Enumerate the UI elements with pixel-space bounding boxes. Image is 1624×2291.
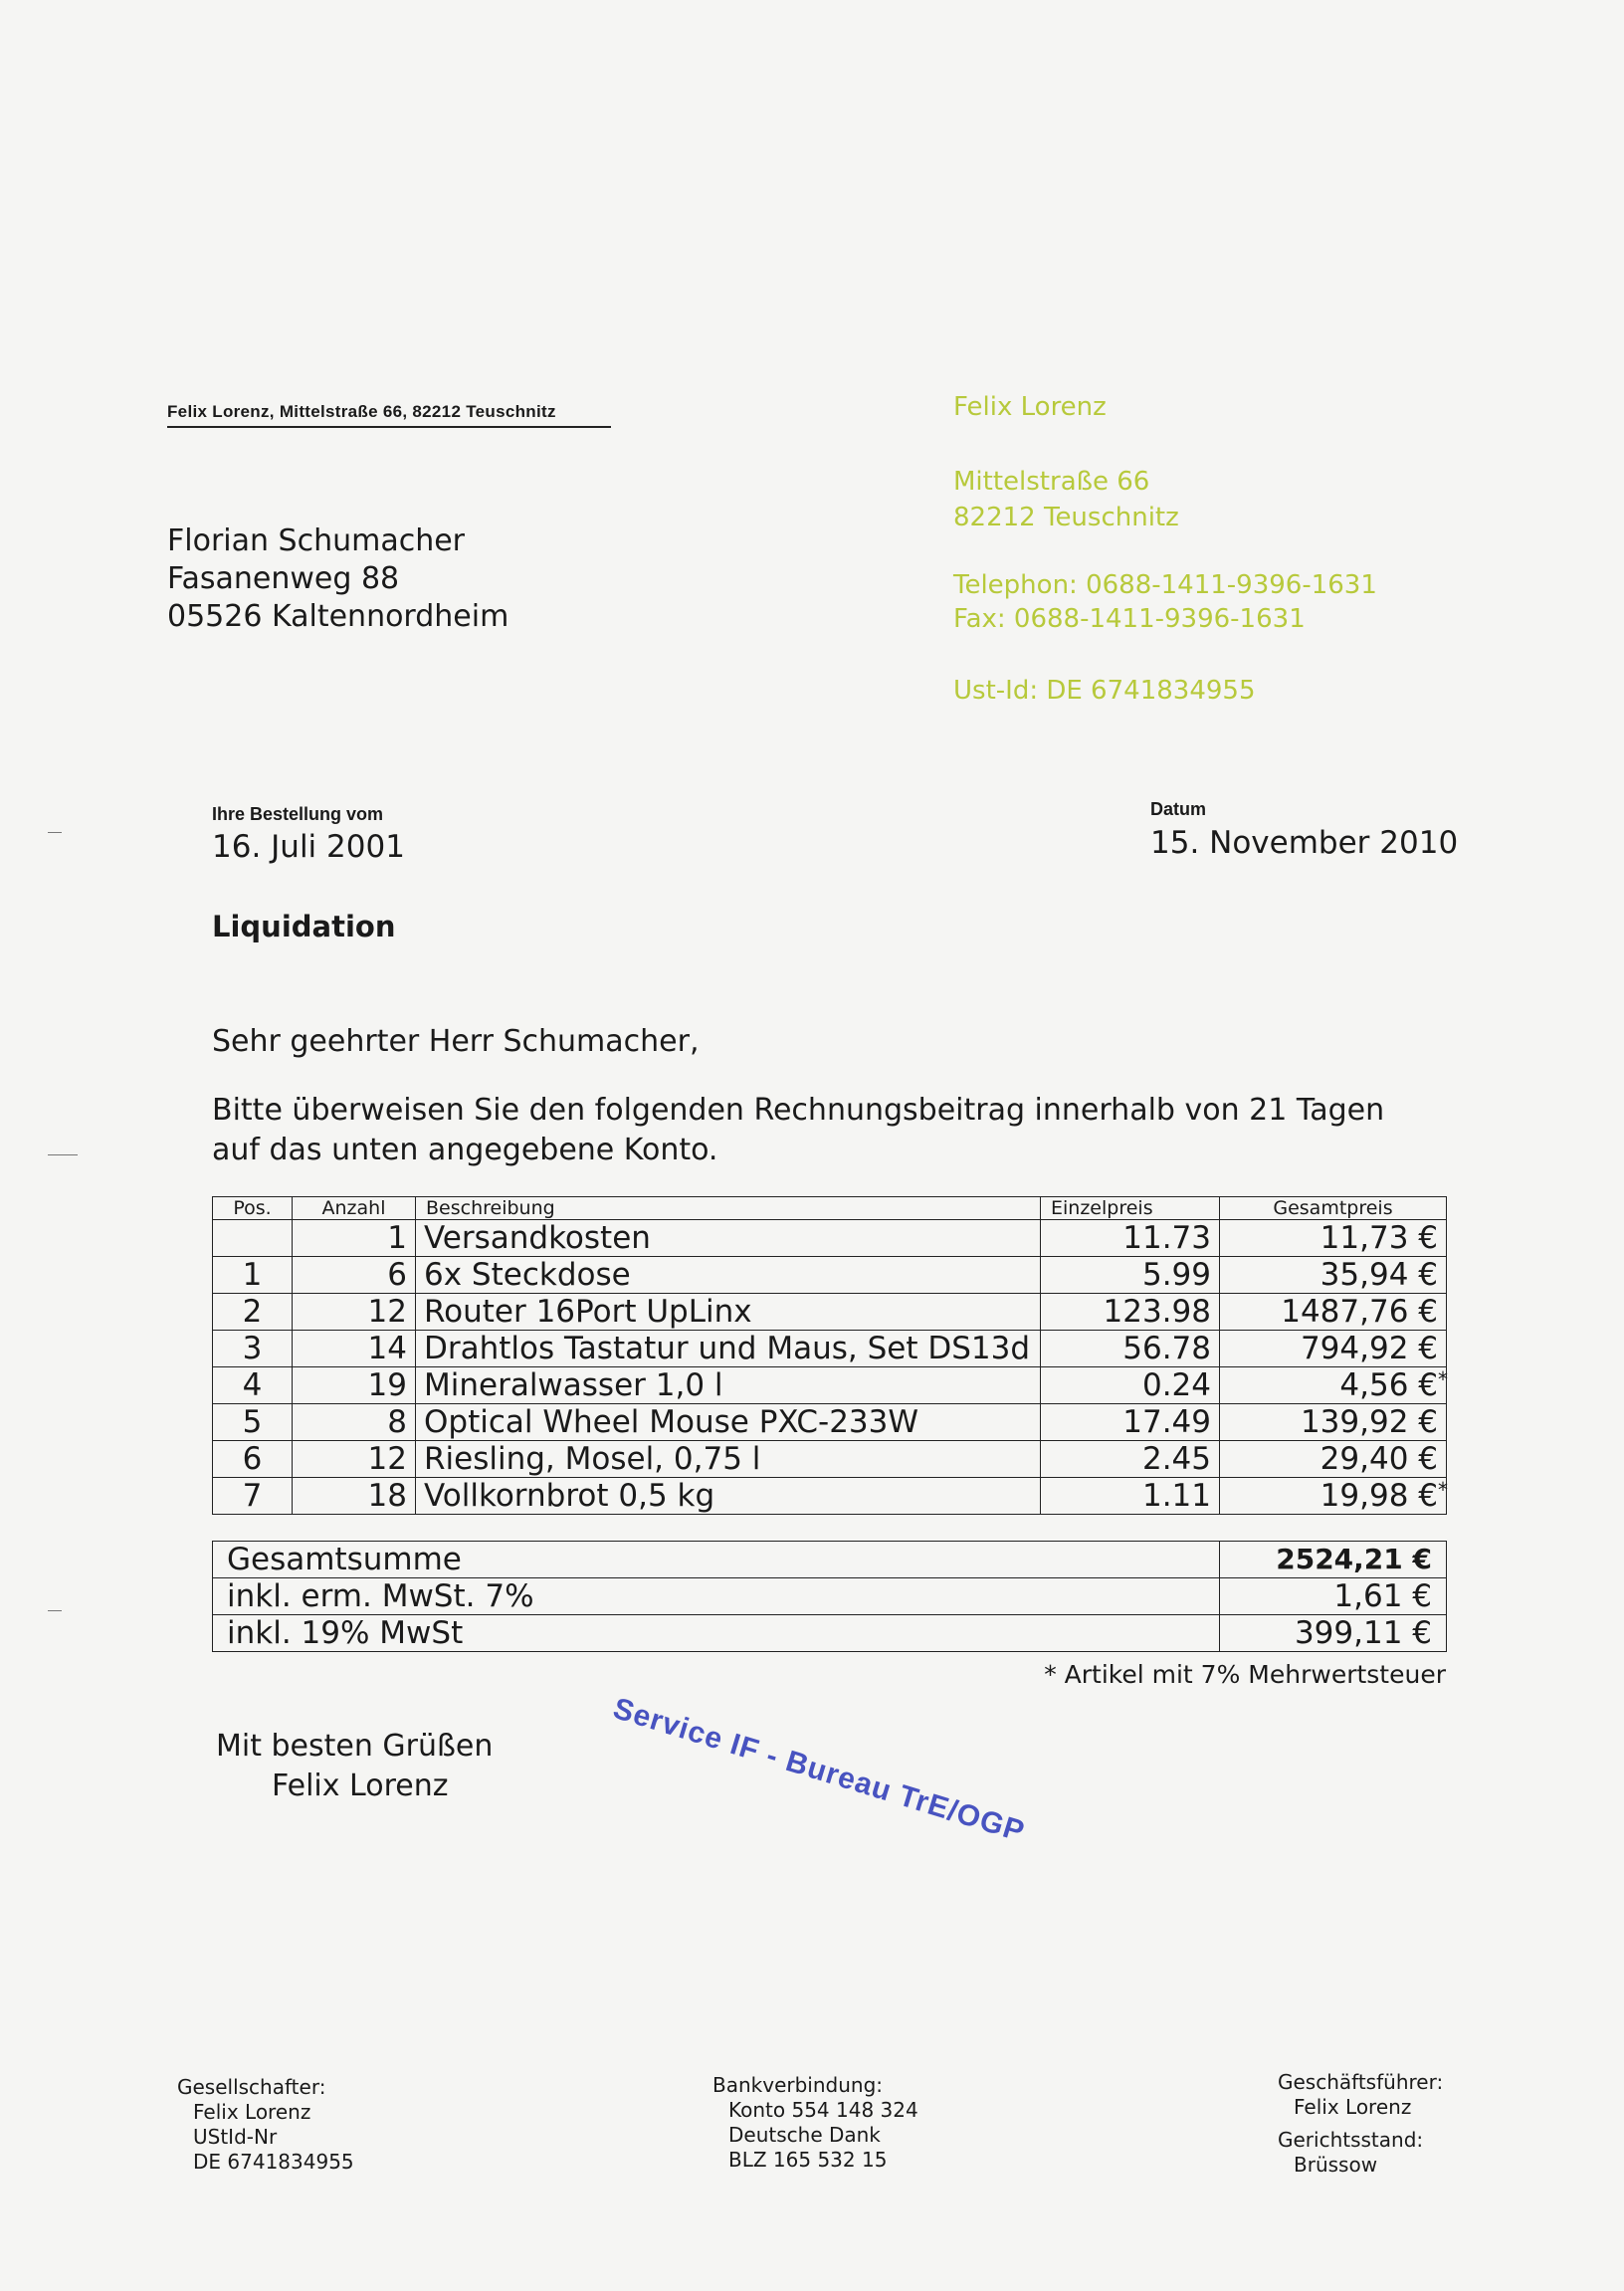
closing-signature-name: Felix Lorenz: [272, 1769, 449, 1803]
item-qty-text: 19: [367, 1367, 407, 1403]
item-pos-text: 7: [242, 1478, 263, 1514]
table-row: [213, 1478, 1447, 1515]
item-pos: [213, 1220, 293, 1257]
item-unit-price-text: 1.11: [1141, 1478, 1211, 1514]
item-qty-text: 12: [367, 1294, 407, 1330]
footer-bank: [712, 2073, 918, 2173]
item-total-price: [1220, 1478, 1447, 1515]
item-unit-price-text: 11.73: [1122, 1220, 1211, 1256]
item-unit-price: [1041, 1331, 1220, 1367]
recipient-name: Florian Schumacher: [167, 523, 466, 558]
item-qty: [293, 1220, 416, 1257]
sender-vat-id: Ust-Id: DE 6741834955: [953, 676, 1256, 706]
sum-row-vat: [213, 1615, 1447, 1652]
item-unit-price: [1041, 1478, 1220, 1515]
item-unit-price: [1041, 1404, 1220, 1441]
item-qty: [293, 1331, 416, 1367]
item-pos: [213, 1441, 293, 1478]
vat-value: 399,11 €: [1220, 1615, 1447, 1652]
item-unit-price-text: 17.49: [1122, 1404, 1211, 1440]
table-row: [213, 1367, 1447, 1404]
item-qty-text: 8: [387, 1404, 407, 1440]
item-pos: [213, 1331, 293, 1367]
recipient-address: [167, 522, 508, 636]
item-total-price: [1220, 1220, 1447, 1257]
table-row: [213, 1404, 1447, 1441]
item-pos-text: 3: [242, 1331, 263, 1366]
intro-text: [212, 1091, 1426, 1170]
item-unit-price-text: 56.78: [1122, 1331, 1211, 1366]
date-label: Datum: [1150, 799, 1207, 819]
closing-greeting: Mit besten Grüßen: [216, 1729, 494, 1764]
items-table: [212, 1196, 1447, 1515]
item-description: [416, 1441, 1041, 1478]
invoice-date: 15. November 2010: [1150, 825, 1459, 861]
sum-row-total: [213, 1542, 1447, 1578]
item-unit-price-text: 5.99: [1141, 1257, 1211, 1293]
header-unit-price: Einzelpreis: [1041, 1197, 1220, 1220]
item-qty-text: 6: [387, 1257, 407, 1293]
item-total-price-text: 19,98 €: [1320, 1478, 1438, 1514]
footer-partners: [177, 2075, 354, 2175]
intro-line-1: Bitte überweisen Sie den folgenden Rechnungsbeitrag innerhalb von 21 Tagen: [212, 1093, 1385, 1128]
fold-mark-top: [48, 832, 62, 833]
sender-contact: [953, 568, 1377, 636]
item-description: [416, 1294, 1041, 1331]
item-description-text: Optical Wheel Mouse PXC-233W: [424, 1404, 919, 1440]
reduced-vat-marker: *: [1438, 1367, 1448, 1391]
item-total-price-text: 139,92 €: [1300, 1404, 1438, 1440]
item-unit-price: [1041, 1294, 1220, 1331]
fold-mark-bottom: [48, 1610, 62, 1611]
item-unit-price: [1041, 1367, 1220, 1404]
vat-label: inkl. 19% MwSt: [213, 1615, 1220, 1652]
manager-name: Felix Lorenz: [1294, 2095, 1412, 2119]
item-description-text: 6x Steckdose: [424, 1257, 631, 1293]
item-pos-text: 2: [242, 1294, 263, 1330]
item-description-text: Drahtlos Tastatur und Maus, Set DS13d: [424, 1331, 1031, 1366]
sender-phone: Telephon: 0688-1411-9396-1631: [953, 570, 1377, 600]
table-row: [213, 1257, 1447, 1294]
item-total-price-text: 1487,76 €: [1281, 1294, 1438, 1330]
item-description-text: Mineralwasser 1,0 l: [424, 1367, 723, 1403]
ustid-label: UStId-Nr: [193, 2125, 278, 2149]
item-description: [416, 1220, 1041, 1257]
item-description-text: Riesling, Mosel, 0,75 l: [424, 1441, 761, 1477]
item-total-price: [1220, 1367, 1447, 1404]
item-qty-text: 14: [367, 1331, 407, 1366]
sender-street: Mittelstraße 66: [953, 467, 1150, 497]
item-pos-text: 4: [242, 1367, 263, 1403]
table-row: [213, 1441, 1447, 1478]
intro-line-2: auf das unten angegebene Konto.: [212, 1133, 718, 1167]
table-row: [213, 1294, 1447, 1331]
item-total-price-text: 11,73 €: [1320, 1220, 1438, 1256]
sums-table: [212, 1541, 1447, 1652]
sum-row-reduced-vat: [213, 1578, 1447, 1615]
grand-total-value: 2524,21 €: [1220, 1542, 1447, 1578]
bank-account: Konto 554 148 324: [728, 2098, 918, 2122]
item-qty-text: 12: [367, 1441, 407, 1477]
item-description: [416, 1478, 1041, 1515]
item-pos-text: 5: [242, 1404, 263, 1440]
order-date-label: Ihre Bestellung vom: [212, 804, 384, 824]
item-total-price: [1220, 1404, 1447, 1441]
item-description: [416, 1404, 1041, 1441]
grand-total-label: Gesamtsumme: [213, 1542, 1220, 1578]
vat-footnote: * Artikel mit 7% Mehrwertsteuer: [1044, 1660, 1446, 1689]
item-qty-text: 1: [387, 1220, 407, 1256]
footer-management: [1278, 2070, 1443, 2178]
sender-city: 82212 Teuschnitz: [953, 503, 1179, 532]
partners-label: Gesellschafter:: [177, 2075, 326, 2099]
item-pos: [213, 1294, 293, 1331]
salutation: Sehr geehrter Herr Schumacher,: [212, 1024, 700, 1059]
item-unit-price-text: 123.98: [1103, 1294, 1211, 1330]
header-pos: Pos.: [213, 1197, 293, 1220]
item-pos: [213, 1257, 293, 1294]
item-total-price-text: 29,40 €: [1320, 1441, 1438, 1477]
item-total-price: [1220, 1331, 1447, 1367]
table-header-row: [213, 1197, 1447, 1220]
reduced-vat-marker: *: [1438, 1478, 1448, 1502]
header-qty: Anzahl: [293, 1197, 416, 1220]
item-pos-text: 1: [242, 1257, 263, 1293]
sender-fax: Fax: 0688-1411-9396-1631: [953, 604, 1306, 634]
item-pos: [213, 1478, 293, 1515]
item-pos-text: 6: [242, 1441, 263, 1477]
item-total-price: [1220, 1441, 1447, 1478]
item-qty: [293, 1441, 416, 1478]
item-qty: [293, 1367, 416, 1404]
fold-mark-middle: [48, 1154, 78, 1155]
item-total-price-text: 4,56 €: [1339, 1367, 1438, 1403]
item-description: [416, 1367, 1041, 1404]
item-description: [416, 1257, 1041, 1294]
item-total-price: [1220, 1257, 1447, 1294]
service-stamp: Service IF - Bureau TrE/OGP: [609, 1692, 1029, 1849]
order-date: 16. Juli 2001: [212, 829, 405, 865]
document-title: Liquidation: [212, 910, 396, 943]
manager-label: Geschäftsführer:: [1278, 2070, 1444, 2094]
header-total-price: Gesamtpreis: [1220, 1197, 1447, 1220]
item-qty: [293, 1404, 416, 1441]
recipient-city: 05526 Kaltennordheim: [167, 599, 509, 634]
item-pos: [213, 1404, 293, 1441]
item-pos: [213, 1367, 293, 1404]
court-value: Brüssow: [1294, 2153, 1378, 2177]
header-description: Beschreibung: [416, 1197, 1041, 1220]
return-address: Felix Lorenz, Mittelstraße 66, 82212 Teuschnitz: [167, 402, 611, 428]
item-unit-price: [1041, 1257, 1220, 1294]
item-total-price-text: 35,94 €: [1320, 1257, 1438, 1293]
reduced-vat-value: 1,61 €: [1220, 1578, 1447, 1615]
item-description-text: Versandkosten: [424, 1220, 651, 1256]
item-unit-price-text: 0.24: [1141, 1367, 1211, 1403]
item-total-price-text: 794,92 €: [1300, 1331, 1438, 1366]
item-qty: [293, 1257, 416, 1294]
recipient-street: Fasanenweg 88: [167, 561, 400, 596]
partners-name: Felix Lorenz: [193, 2100, 311, 2124]
item-description-text: Router 16Port UpLinx: [424, 1294, 752, 1330]
item-qty: [293, 1294, 416, 1331]
court-label: Gerichtsstand:: [1278, 2128, 1424, 2152]
item-unit-price: [1041, 1441, 1220, 1478]
sender-name: Felix Lorenz: [953, 392, 1107, 422]
ustid-value: DE 6741834955: [193, 2150, 354, 2174]
item-unit-price: [1041, 1220, 1220, 1257]
item-qty: [293, 1478, 416, 1515]
item-qty-text: 18: [367, 1478, 407, 1514]
closing: [216, 1727, 493, 1806]
item-description-text: Vollkornbrot 0,5 kg: [424, 1478, 715, 1514]
table-row: [213, 1331, 1447, 1367]
item-total-price: [1220, 1294, 1447, 1331]
bank-blz: BLZ 165 532 15: [728, 2148, 888, 2172]
bank-name: Deutsche Dank: [728, 2123, 881, 2147]
table-row: [213, 1220, 1447, 1257]
item-unit-price-text: 2.45: [1141, 1441, 1211, 1477]
bank-label: Bankverbindung:: [712, 2073, 884, 2097]
item-description: [416, 1331, 1041, 1367]
reduced-vat-label: inkl. erm. MwSt. 7%: [213, 1578, 1220, 1615]
sender-address: [953, 464, 1179, 535]
